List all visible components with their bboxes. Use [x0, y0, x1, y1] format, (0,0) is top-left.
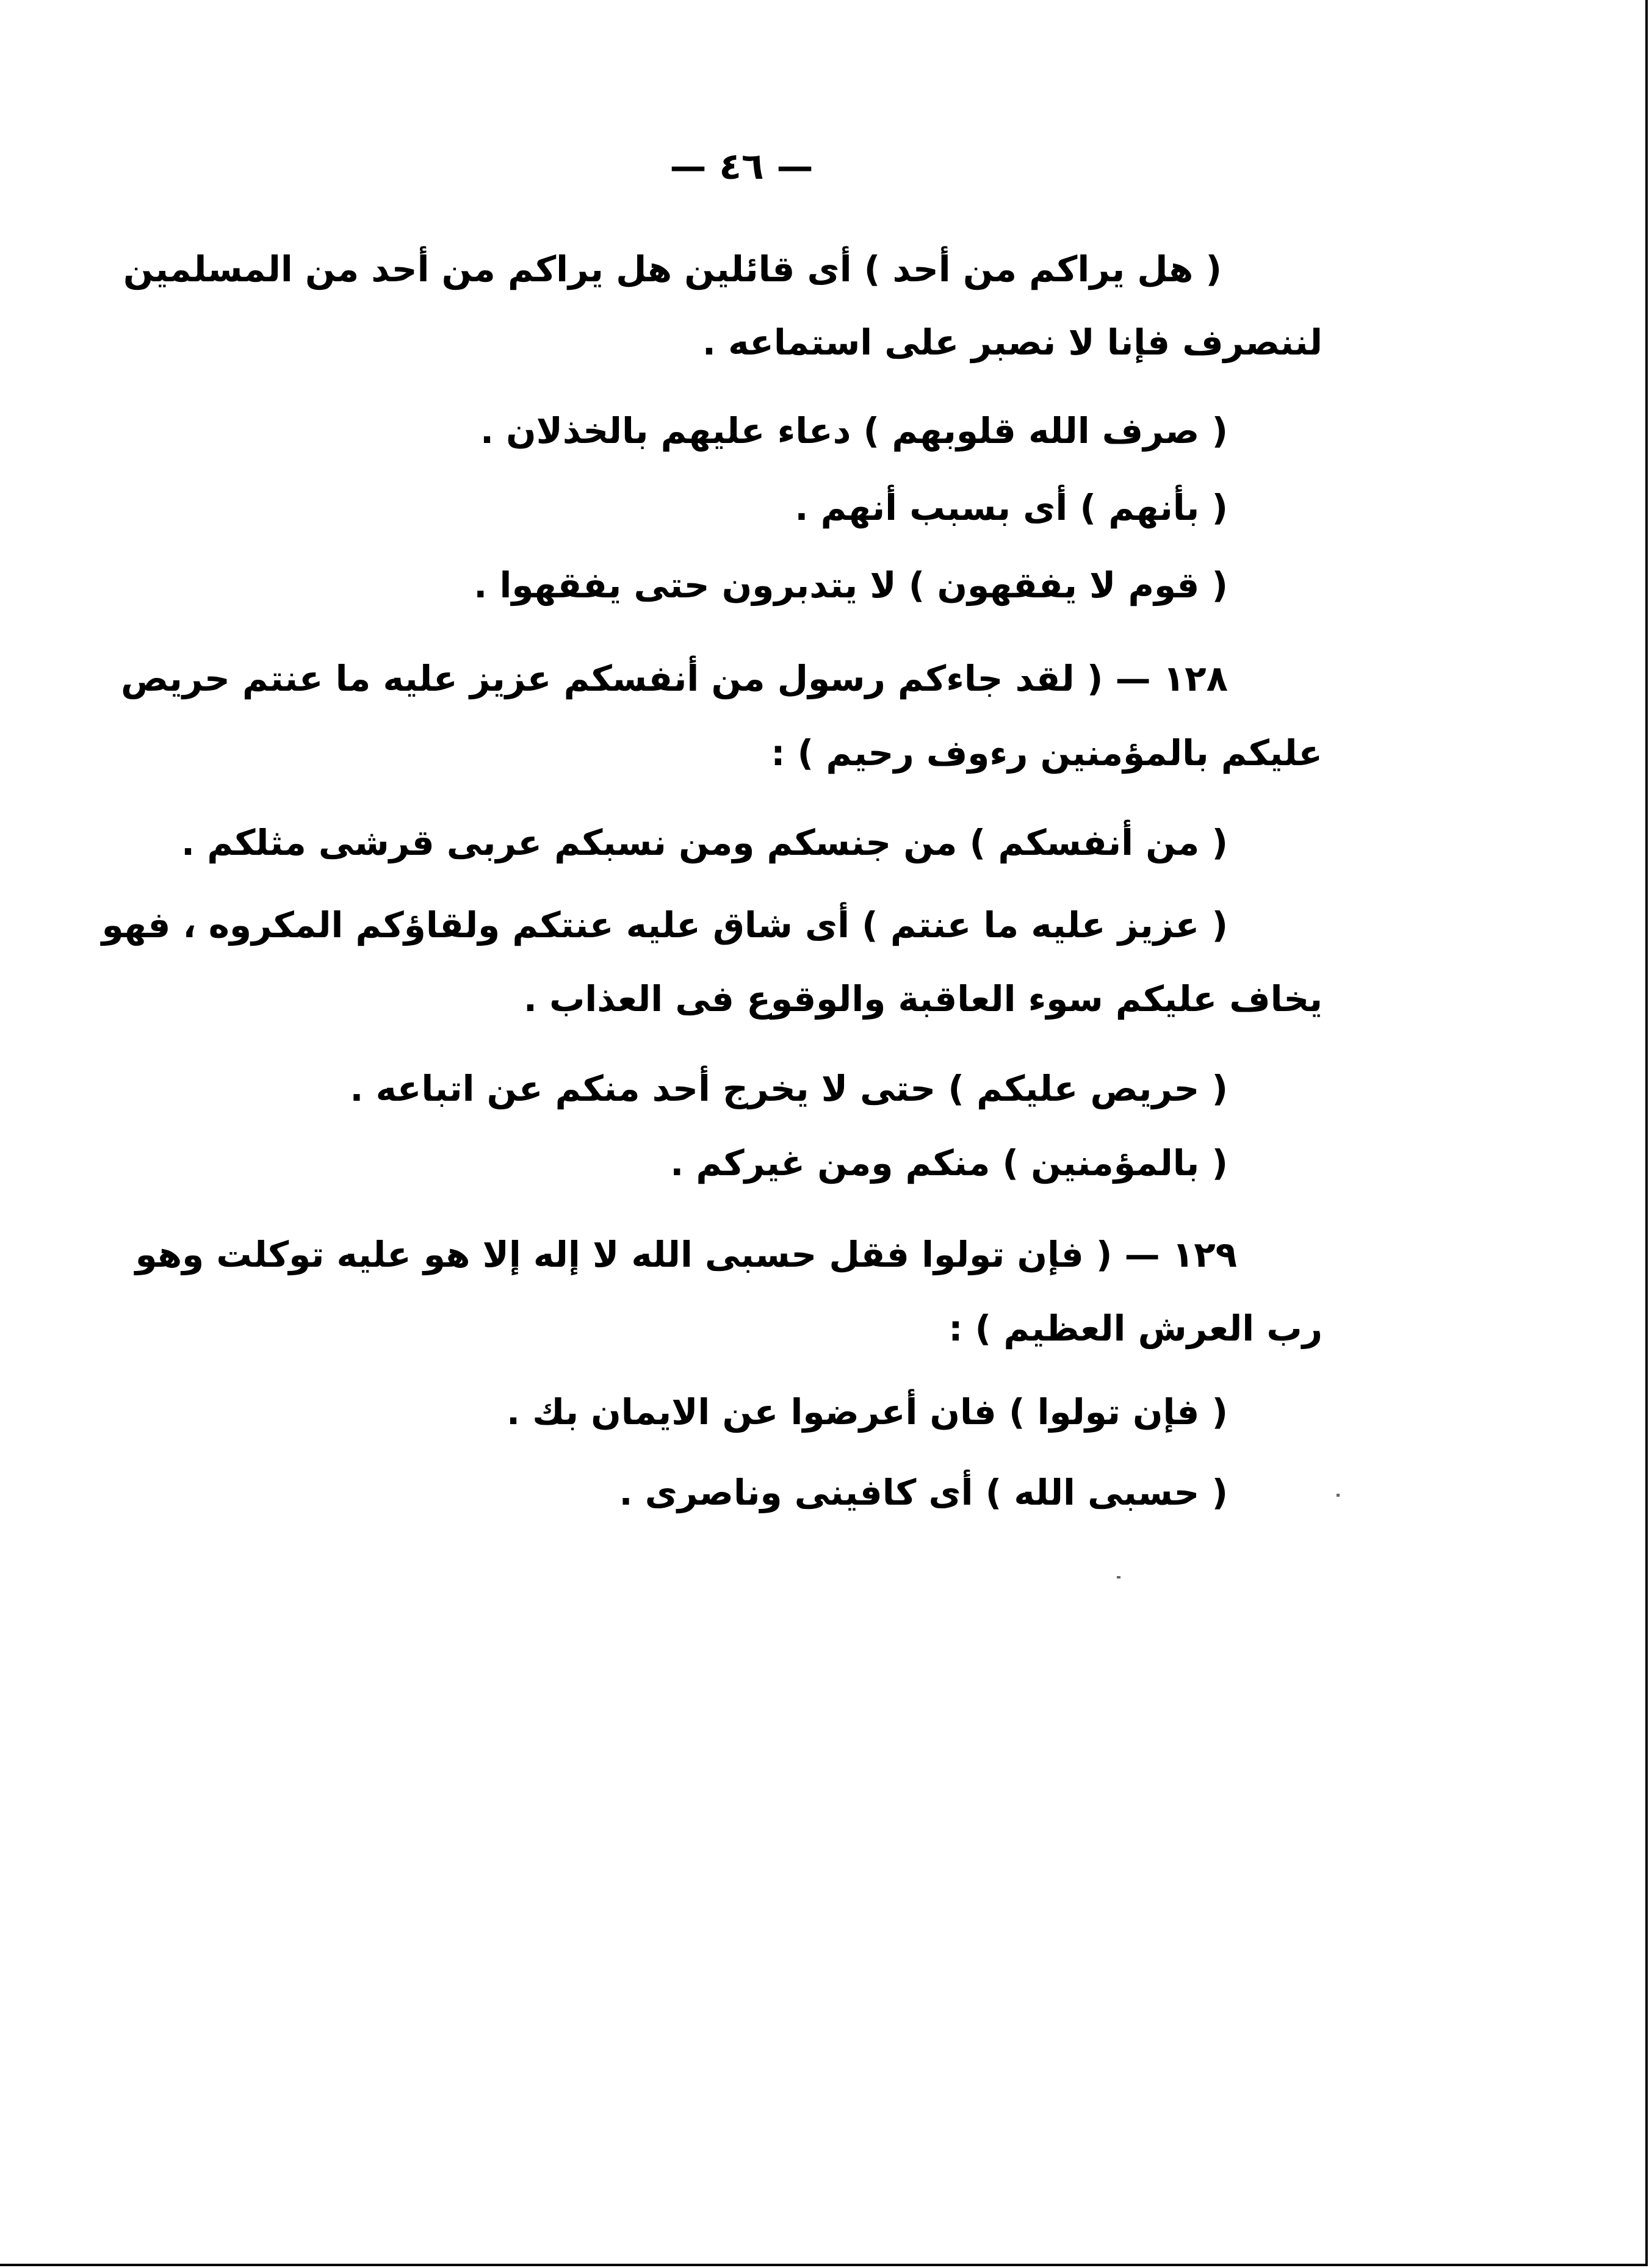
text-line: ( حسبى الله ) أى كافينى وناصرى .	[619, 1472, 1228, 1513]
text-line: ( حريص عليكم ) حتى لا يخرج أحد منكم عن اتباعه .	[350, 1068, 1228, 1109]
text-line: ( هل يراكم من أحد ) أى قائلين هل يراكم من أحد من المسلمين	[123, 248, 1222, 290]
text-line: ( من أنفسكم ) من جنسكم ومن نسبكم عربى قرشى مثلكم .	[181, 822, 1228, 863]
text-line: ( عزيز عليه ما عنتم ) أى شاق عليه عنتكم ولقاؤكم المكروه ، فهو	[101, 904, 1228, 946]
text-line: ١٢٨ — ( لقد جاءكم رسول من أنفسكم عزيز عليه ما عنتم حريص	[121, 658, 1228, 699]
text-line: ( قوم لا يفقهون ) لا يتدبرون حتى يفقهوا .	[474, 564, 1228, 606]
text-line: يخاف عليكم سوء العاقبة والوقوع فى العذاب .	[523, 978, 1322, 1020]
text-line: ( بأنهم ) أى بسبب أنهم .	[795, 487, 1228, 528]
text-line: رب العرش العظيم ) :	[948, 1308, 1322, 1349]
scan-speck	[1117, 1576, 1120, 1579]
page-number: — ٤٦ —	[669, 145, 814, 188]
text-line: ( فإن تولوا ) فان أعرضوا عن الايمان بك .	[507, 1391, 1228, 1433]
scan-speck	[1337, 1494, 1340, 1497]
text-line: ( صرف الله قلوبهم ) دعاء عليهم بالخذلان .	[480, 410, 1228, 452]
text-line: ( بالمؤمنين ) منكم ومن غيركم .	[670, 1142, 1228, 1184]
text-line: لننصرف فإنا لا نصبر على استماعه .	[702, 322, 1322, 363]
text-line: عليكم بالمؤمنين رءوف رحيم ) :	[771, 732, 1322, 774]
text-line: ١٢٩ — ( فإن تولوا فقل حسبى الله لا إله إلا هو عليه توكلت وهو	[135, 1234, 1237, 1275]
